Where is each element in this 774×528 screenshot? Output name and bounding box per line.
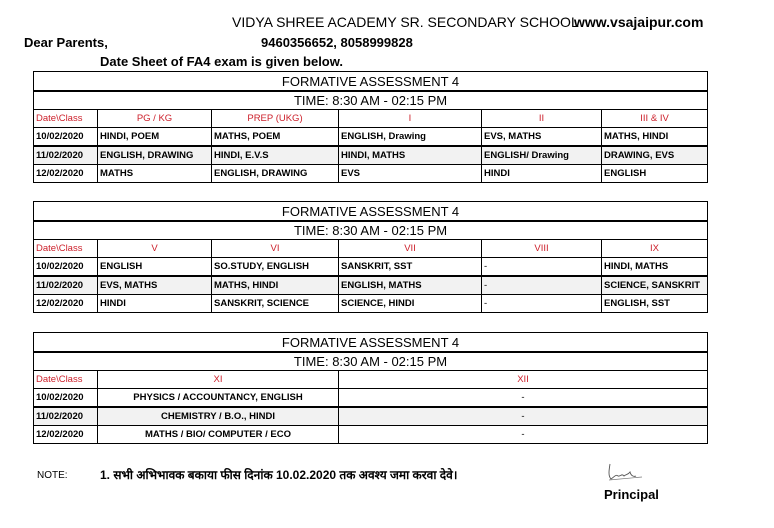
table-time: TIME: 8:30 AM - 02:15 PM [34,91,708,110]
datesheet-table-middle [33,201,708,313]
date-cell: 10/02/2020 [34,389,98,408]
subject-cell: SANSKRIT, SCIENCE [212,295,339,313]
subject-cell: ENGLISH [602,165,708,183]
date-cell: 11/02/2020 [34,407,98,426]
subject-cell: ENGLISH [98,258,212,277]
school-name: VIDYA SHREE ACADEMY SR. SECONDARY SCHOOL [232,14,579,30]
subject-cell: PHYSICS / ACCOUNTANCY, ENGLISH [98,389,339,408]
subject-cell: SCIENCE, HINDI [339,295,482,313]
table-header-row [34,240,708,258]
subject-cell: ENGLISH, DRAWING [212,165,339,183]
subject-cell: HINDI, POEM [98,128,212,147]
intro-text: Date Sheet of FA4 exam is given below. [100,54,343,69]
subject-cell: HINDI, E.V.S [212,146,339,165]
subject-cell: CHEMISTRY / B.O., HINDI [98,407,339,426]
note-label: NOTE: [37,470,68,481]
signature-icon [606,460,646,480]
date-cell: 12/02/2020 [34,165,98,183]
subject-cell: MATHS [98,165,212,183]
subject-cell: MATHS, POEM [212,128,339,147]
header-cell: I [339,110,482,128]
header-cell: VIII [482,240,602,258]
date-cell: 12/02/2020 [34,295,98,313]
website-link[interactable]: www.vsajaipur.com [574,14,704,30]
subject-cell: EVS [339,165,482,183]
note-text: 1. सभी अभिभावक बकाया फीस दिनांक 10.02.2020 तक अवश्य जमा करवा देवे। [100,468,458,482]
table-time: TIME: 8:30 AM - 02:15 PM [34,352,708,371]
subject-cell: ENGLISH/ Drawing [482,146,602,165]
header-cell: IX [602,240,708,258]
table-title: FORMATIVE ASSESSMENT 4 [34,202,708,222]
header-cell: Date\Class [34,371,98,389]
table-row [34,389,708,408]
table-header-row [34,110,708,128]
header-cell: XII [339,371,708,389]
subject-cell: ENGLISH, Drawing [339,128,482,147]
table-row [34,407,708,426]
subject-cell: MATHS / BIO/ COMPUTER / ECO [98,426,339,444]
subject-cell: EVS, MATHS [98,276,212,295]
subject-cell: - [482,258,602,277]
date-cell: 11/02/2020 [34,276,98,295]
table-title: FORMATIVE ASSESSMENT 4 [34,72,708,92]
subject-cell: HINDI [98,295,212,313]
date-cell: 12/02/2020 [34,426,98,444]
subject-cell: HINDI [482,165,602,183]
subject-cell: - [482,276,602,295]
header-cell: PREP (UKG) [212,110,339,128]
header-cell: Date\Class [34,110,98,128]
table-time: TIME: 8:30 AM - 02:15 PM [34,221,708,240]
date-cell: 10/02/2020 [34,128,98,147]
subject-cell: DRAWING, EVS [602,146,708,165]
phone-numbers: 9460356652, 8058999828 [261,35,413,50]
date-cell: 11/02/2020 [34,146,98,165]
header-cell: VII [339,240,482,258]
principal-label: Principal [604,487,659,502]
subject-cell: MATHS, HINDI [212,276,339,295]
subject-cell: - [482,295,602,313]
table-row [34,295,708,313]
subject-cell: HINDI, MATHS [339,146,482,165]
subject-cell: ENGLISH, DRAWING [98,146,212,165]
subject-cell: - [339,426,708,444]
subject-cell: SO.STUDY, ENGLISH [212,258,339,277]
subject-cell: HINDI, MATHS [602,258,708,277]
date-cell: 10/02/2020 [34,258,98,277]
table-title: FORMATIVE ASSESSMENT 4 [34,333,708,353]
table-row [34,128,708,147]
greeting: Dear Parents, [24,35,108,50]
table-row [34,258,708,277]
header-cell: Date\Class [34,240,98,258]
subject-cell: - [339,407,708,426]
subject-cell: MATHS, HINDI [602,128,708,147]
subject-cell: ENGLISH, SST [602,295,708,313]
header-cell: PG / KG [98,110,212,128]
table-row [34,426,708,444]
header-cell: XI [98,371,339,389]
table-row [34,146,708,165]
datesheet-table-senior [33,332,708,444]
subject-cell: SCIENCE, SANSKRIT [602,276,708,295]
table-row [34,165,708,183]
header-cell: V [98,240,212,258]
table-header-row [34,371,708,389]
subject-cell: EVS, MATHS [482,128,602,147]
header-cell: III & IV [602,110,708,128]
table-row [34,276,708,295]
datesheet-table-primary [33,71,708,183]
header-cell: VI [212,240,339,258]
subject-cell: SANSKRIT, SST [339,258,482,277]
subject-cell: - [339,389,708,408]
header-cell: II [482,110,602,128]
subject-cell: ENGLISH, MATHS [339,276,482,295]
